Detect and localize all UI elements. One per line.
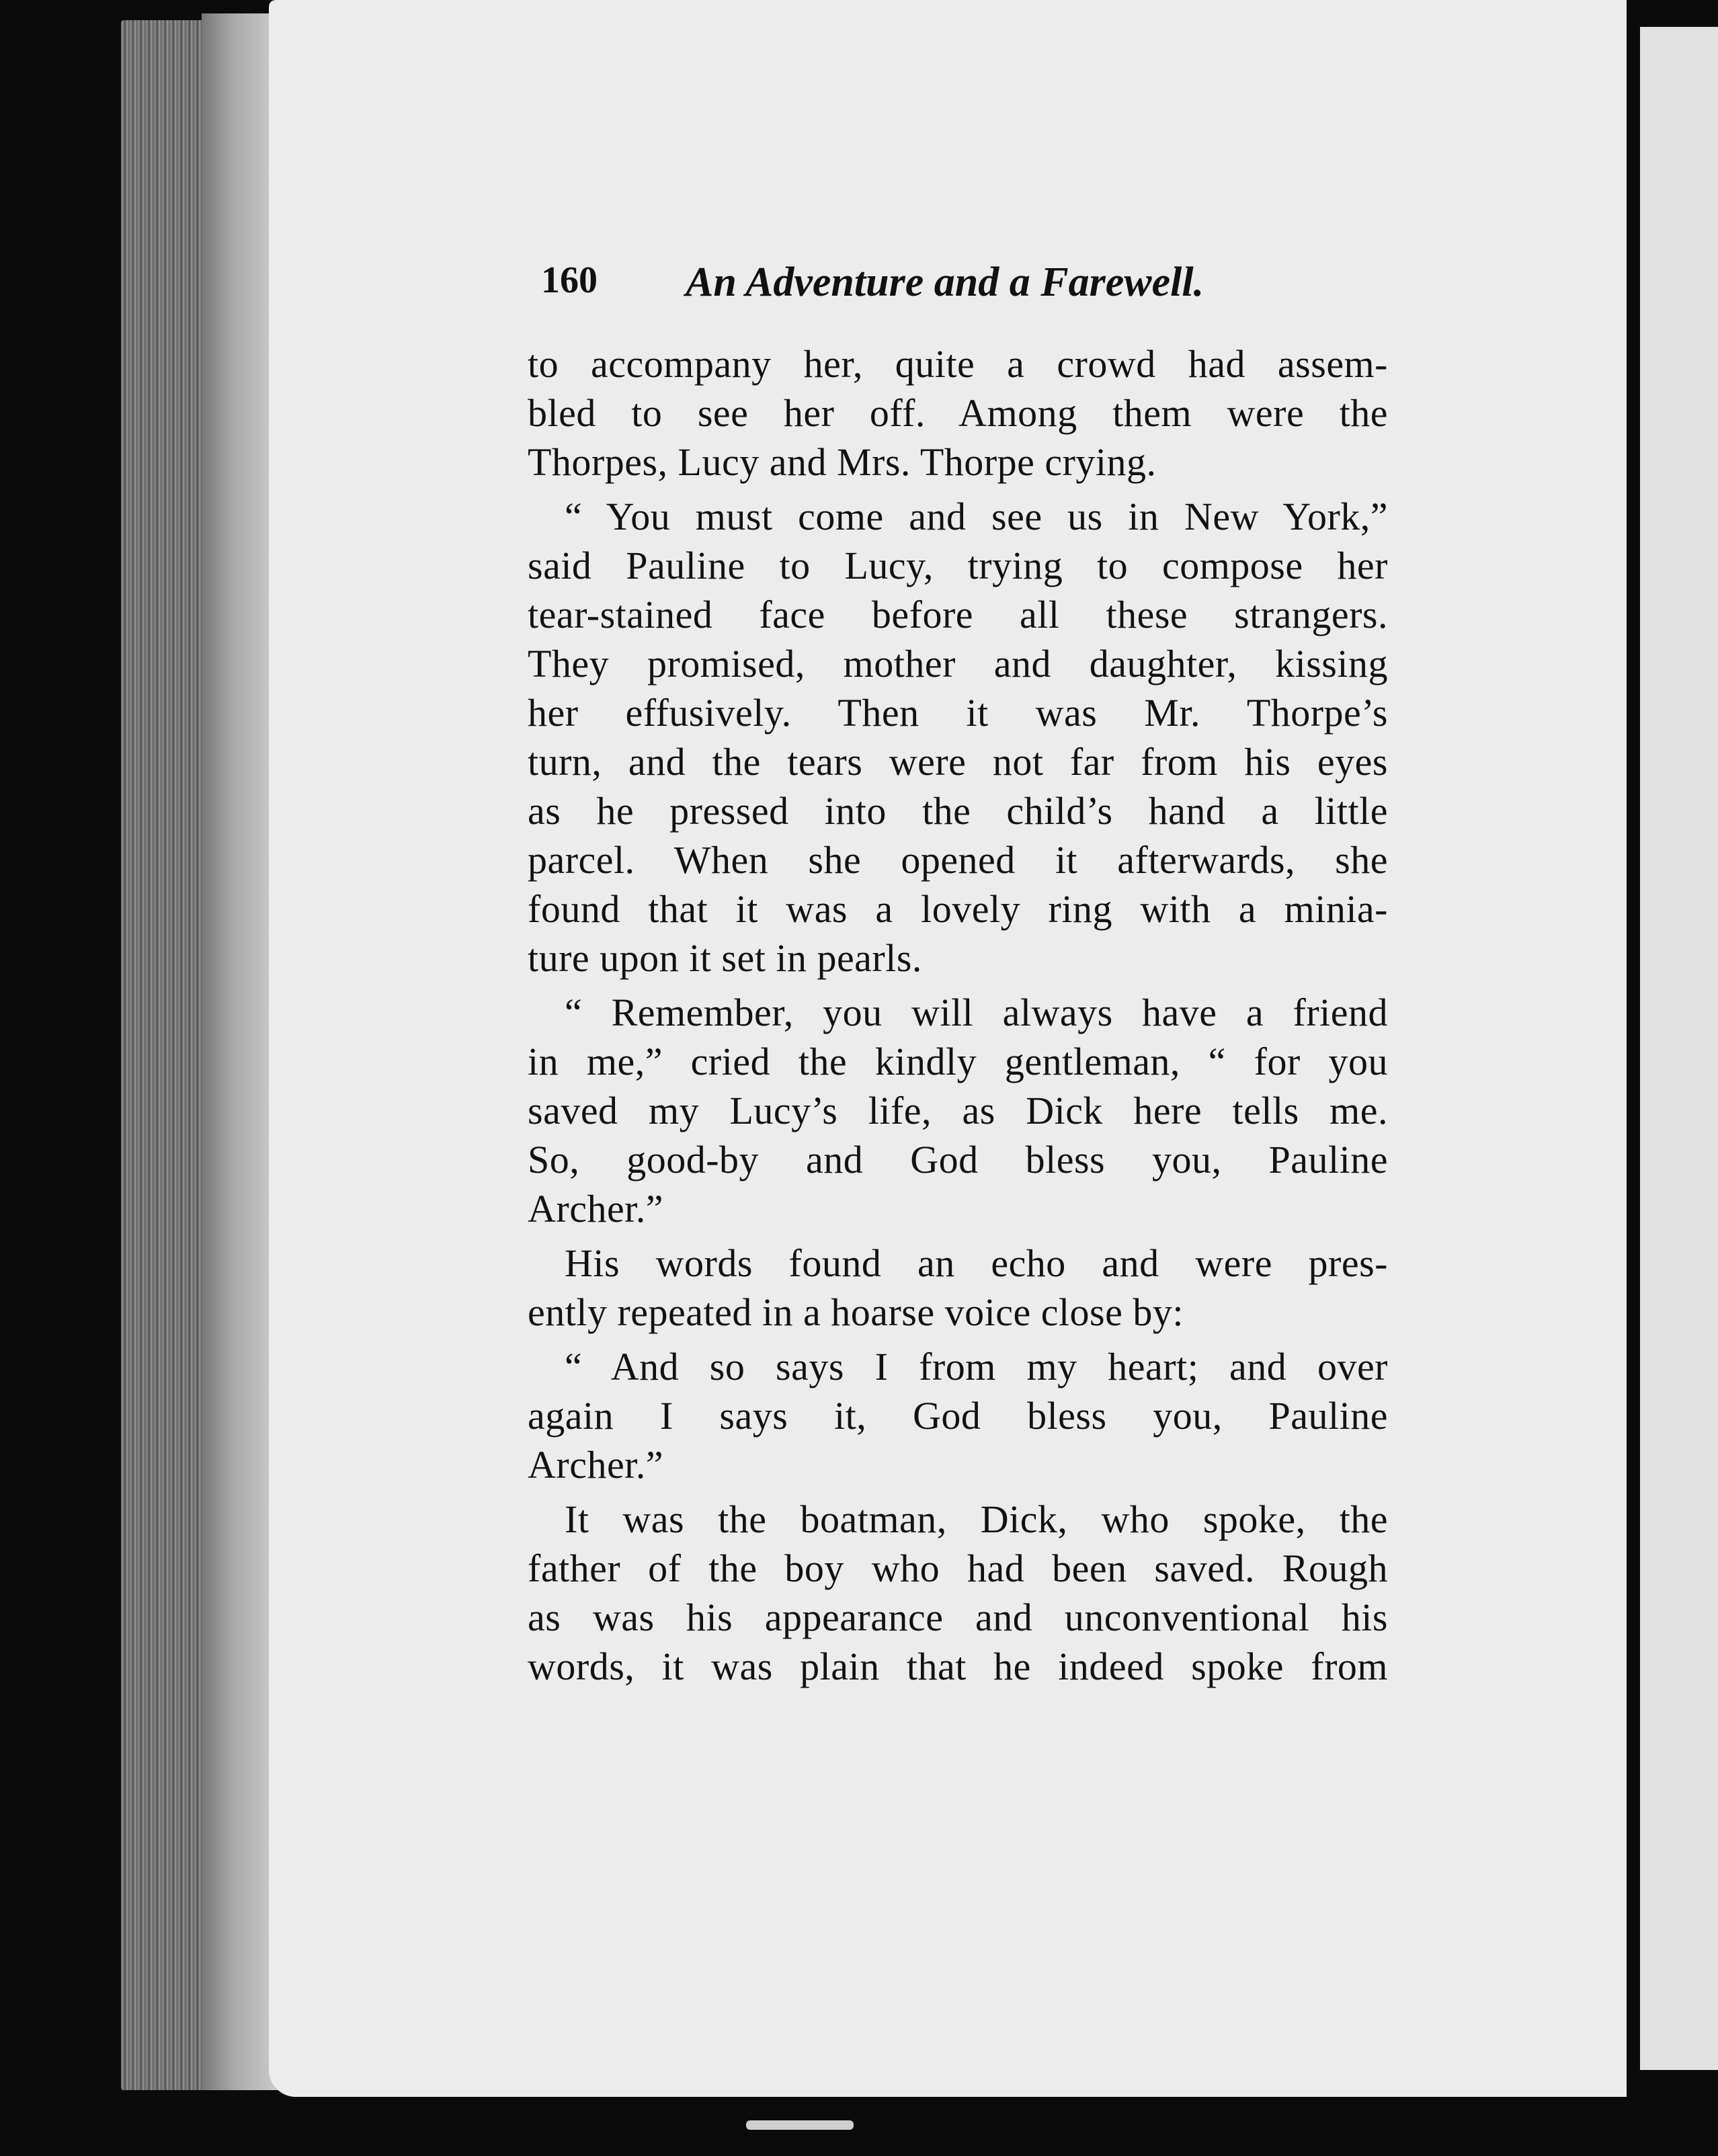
text-line: So, good-by and God bless you, Pauline xyxy=(528,1138,1388,1181)
text-line: ture upon it set in pearls. xyxy=(528,936,922,980)
text-line: again I says it, God bless you, Pauline xyxy=(528,1394,1388,1438)
text-line: His words found an echo and were pres- xyxy=(565,1241,1388,1285)
text-line: “ You must come and see us in New York,” xyxy=(565,495,1388,538)
text-line: Archer.” xyxy=(528,1187,664,1231)
paragraph xyxy=(528,988,1388,1233)
text-line: to accompany her, quite a crowd had assem- xyxy=(528,342,1388,386)
text-line: ently repeated in a hoarse voice close by: xyxy=(528,1290,1184,1334)
page-header xyxy=(541,259,1280,319)
text-line: in me,” cried the kindly gentleman, “ for you xyxy=(528,1040,1388,1083)
paragraph xyxy=(528,1342,1388,1489)
text-line: turn, and the tears were not far from his eyes xyxy=(528,740,1388,784)
text-line: It was the boatman, Dick, who spoke, the xyxy=(565,1497,1388,1541)
paragraph xyxy=(528,1495,1388,1691)
paragraph xyxy=(528,492,1388,983)
text-line: found that it was a lovely ring with a minia- xyxy=(528,887,1388,931)
bottom-binding-mark xyxy=(746,2120,854,2130)
text-line: as he pressed into the child’s hand a little xyxy=(528,789,1388,833)
text-line: as was his appearance and unconventional his xyxy=(528,1595,1388,1639)
text-line: said Pauline to Lucy, trying to compose her xyxy=(528,544,1388,587)
text-line: Archer.” xyxy=(528,1443,664,1487)
running-title: An Adventure and a Farewell. xyxy=(686,259,1204,305)
text-line: “ Remember, you will always have a friend xyxy=(565,991,1388,1034)
text-line: bled to see her off. Among them were the xyxy=(528,391,1388,435)
text-line: words, it was plain that he indeed spoke from xyxy=(528,1645,1388,1688)
paragraph xyxy=(528,1239,1388,1337)
text-line: tear-stained face before all these strangers. xyxy=(528,593,1388,636)
text-line: saved my Lucy’s life, as Dick here tells me. xyxy=(528,1089,1388,1132)
paragraph xyxy=(528,339,1388,487)
facing-page-edge xyxy=(1640,27,1718,2070)
text-line: They promised, mother and daughter, kissing xyxy=(528,642,1388,686)
text-line: father of the boy who had been saved. Rough xyxy=(528,1546,1388,1590)
text-line: parcel. When she opened it afterwards, she xyxy=(528,838,1388,882)
text-line: her effusively. Then it was Mr. Thorpe’s xyxy=(528,691,1388,735)
body-text xyxy=(528,339,1388,1691)
text-line: Thorpes, Lucy and Mrs. Thorpe crying. xyxy=(528,440,1157,484)
text-line: “ And so says I from my heart; and over xyxy=(565,1345,1388,1388)
page-number: 160 xyxy=(541,259,598,301)
book-gutter xyxy=(1627,27,1641,2070)
